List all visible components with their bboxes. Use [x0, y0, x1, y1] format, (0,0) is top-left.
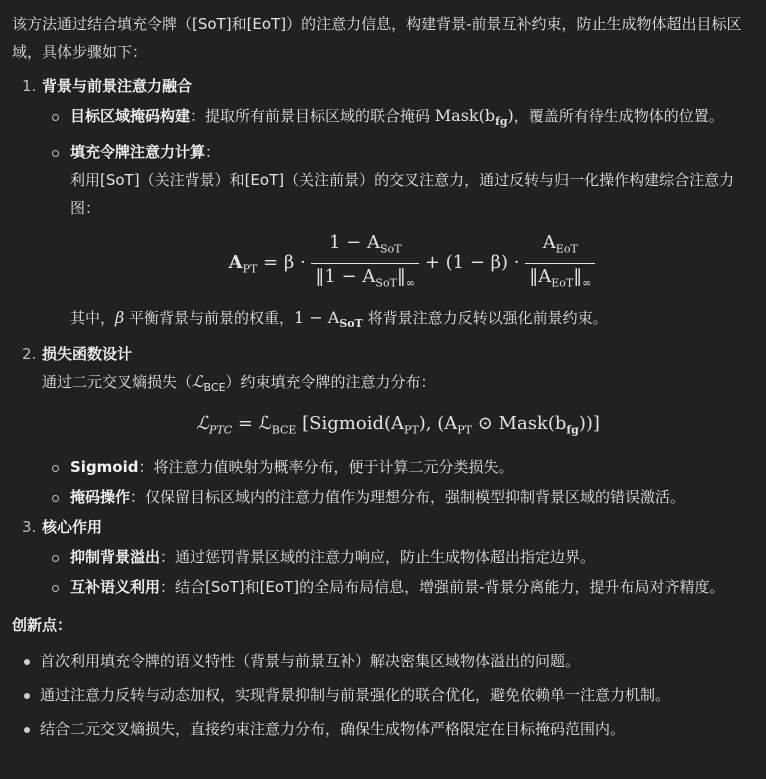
step-description: 通过二元交叉熵损失（ℒ$_{BCE}$）约束填充令牌的注意力分布：: [42, 372, 436, 395]
step-number: 1.: [22, 77, 37, 95]
step-title: 损失函数设计: [42, 345, 133, 364]
step-3-sublist: [42, 543, 754, 601]
step-3: [12, 513, 754, 601]
formula-apt: $A_{PT} = \beta$ · $\frac{1 - A_{SoT}}{‖1 - A_{SoT}‖_\infty}$ + (1 − β) · $\frac{A_{EoT}}{‖A_{EoT}‖_\infty}$: [70, 230, 754, 296]
item-text: 利用[SoT]（关注背景）和[EoT]（关注前景）的交叉注意力，通过反转与归一化操作构建综合注意力图：: [70, 171, 735, 218]
innovation-heading: 创新点：: [12, 615, 73, 634]
step-2: [12, 340, 754, 511]
step-title: 核心作用: [42, 517, 103, 536]
innovation-list: [12, 647, 754, 743]
list-item: 互补语义利用：结合[SoT]和[EoT]的全局布局信息，增强前景-背景分离能力，提升布局对齐精度。: [42, 573, 754, 601]
bullet-ring-icon: [52, 555, 59, 562]
formula-note: 其中，β 平衡背景与前景的权重，$1 - A_{SoT}$ 将背景注意力反转以强化前景约束。: [70, 308, 608, 331]
step-number: 3.: [22, 517, 37, 536]
bullet-dot-icon: [24, 693, 30, 699]
step-number: 2.: [22, 345, 37, 364]
item-label: 掩码操作: [70, 487, 131, 506]
list-item: 通过注意力反转与动态加权，实现背景抑制与前景强化的联合优化，避免依赖单一注意力机制。: [12, 681, 754, 709]
inline-math: $Mask(b_{fg})$: [434, 106, 514, 129]
bullet-ring-icon: [52, 150, 59, 157]
fraction-eot: $\frac{A_{EoT}}{‖A_{EoT}‖_\infty}$: [525, 230, 595, 296]
formula-ptc: ℒ$_{PTC}$ = ℒ$_{BCE}$ [$Sigmoid(A_{PT})$, ($A_{PT}$ ⊙ $Mask(b_{fg})$)]: [196, 413, 600, 437]
bullet-dot-icon: [24, 659, 30, 665]
item-label: Sigmoid: [70, 457, 139, 476]
bullet-ring-icon: [52, 114, 59, 121]
step-1-sublist: [42, 102, 754, 338]
item-label: 填充令牌注意力计算: [70, 143, 206, 162]
bullet-dot-icon: [24, 727, 30, 733]
bullet-ring-icon: [52, 465, 59, 472]
item-label: 目标区域掩码构建: [70, 107, 191, 125]
step-2-sublist: [42, 453, 754, 511]
fraction-sot: $\frac{1 - A_{SoT}}{‖1 - A_{SoT}‖_\infty}$: [311, 230, 419, 296]
intro-paragraph: 该方法通过结合填充令牌（[SoT]和[EoT]）的注意力信息，构建背景-前景互补约束，防止生成物体超出目标区域，具体步骤如下：: [12, 15, 742, 61]
bullet-ring-icon: [52, 585, 59, 592]
item-label: 互补语义利用: [70, 577, 161, 596]
steps-list: [12, 72, 754, 601]
list-item: 抑制背景溢出：通过惩罚背景区域的注意力响应，防止生成物体超出指定边界。: [42, 543, 754, 571]
bullet-ring-icon: [52, 495, 59, 502]
list-item: 填充令牌注意力计算： 利用[SoT]（关注背景）和[EoT]（关注前景）的交叉注意力，通过反转与归一化操作构建综合注意力图： $A_{PT} = \beta$ · $\frac{1 - A_{SoT}}{‖1 - A_{SoT}‖_\infty}$ + (1 − β) · $\frac{A_{EoT}}{‖A_{EoT}‖_\infty}$ 其中，β 平衡背景与前景的权重，$1 - A_{SoT}$ 将背景注意力反转以强化前景约束。: [42, 138, 754, 338]
list-item: 目标区域掩码构建：提取所有前景目标区域的联合掩码 $Mask(b_{fg})$，覆盖所有待生成物体的位置。: [42, 102, 754, 136]
list-item: 首次利用填充令牌的语义特性（背景与前景互补）解决密集区域物体溢出的问题。: [12, 647, 754, 675]
list-item: 结合二元交叉熵损失，直接约束注意力分布，确保生成物体严格限定在目标掩码范围内。: [12, 715, 754, 743]
list-item: Sigmoid：将注意力值映射为概率分布，便于计算二元分类损失。: [42, 453, 754, 481]
step-title: 背景与前景注意力融合: [42, 77, 193, 95]
list-item: 掩码操作：仅保留目标区域内的注意力值作为理想分布，强制模型抑制背景区域的错误激活。: [42, 483, 754, 511]
item-label: 抑制背景溢出: [70, 547, 161, 566]
step-1: [12, 72, 754, 338]
